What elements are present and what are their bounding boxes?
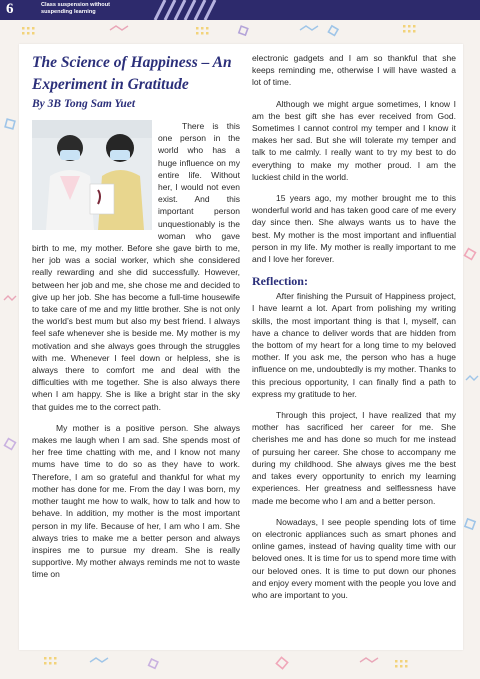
mother-daughter-photo: [32, 120, 152, 230]
reflection-paragraph-3: Nowadays, I see people spending lots of time on electronic appliances such as smart phones and online games, instead of having quality time with our beloved ones. It is time for us to spend more time with our beloved ones. It is time to put down our phones and enjoy every moment with the people you love and who are important to you.: [252, 516, 456, 600]
header-stripes: [150, 0, 230, 20]
right-column: [252, 52, 456, 610]
reflection-heading: Reflection:: [252, 274, 308, 289]
paragraph-right-2: Although we might argue sometimes, I know I am the best gift she has ever received from God. Sometimes I cannot control my temper and I know it makes her sad. But she will tolerate my temper and talk to me calmly. I really want to try my best to do everything to make my mother proud. I am the luckiest child in the world.: [252, 98, 456, 182]
left-column: [32, 52, 240, 590]
section-tag: [41, 2, 110, 15]
reflection-paragraph-2: Through this project, I have realized that my mother has sacrificed her career for me. She cherishes me and has done so much for me instead of pursuing her career. She chose to accompany me during my childhood. She always gives me the best and takes every opportunity to enrich my learning experiences. Her greatness and selflessness have made me become who I am and a better person.: [252, 410, 456, 506]
reflection-paragraph-1: After finishing the Pursuit of Happiness project, I have learnt a lot. Apart from polishing my writing skills, the most important thing is that I, myself, can have a chance to deliver words that are hidden from the bottom of my heart for a long time to my beloved mother. If you ask me, the person who has a huge influence on me, undoubtedly is my mother. Thanks to this precious opportunity, I can finally find a path to express my gratitude to her.: [252, 291, 456, 399]
section-tag-line1: Class suspension without: [41, 2, 110, 8]
article-byline: By 3B Tong Sam Yuet: [32, 98, 136, 110]
paragraph-right-1: electronic gadgets and I am so thankful that she keeps reminding me, otherwise I will have wasted a lot of time.: [252, 53, 456, 88]
article-title: The Science of Happiness – An Experiment in Gratitude: [32, 54, 232, 93]
paragraph-left-1: There is this one person in the world who has a huge influence on my entire life. Without her, I would not even exist. And this important person unquestionably is the woman who gave birth to me, my mother. Before she gave birth to me, her job was a social worker, which she considered really rewarding and she did successfully. However, between her job and me, she chose me and decided to give up her job. She has become a full-time housewife to take care of me and my little brother. She is not only the world’s best mum but also my best friend. I always feel safe whenever she is beside me. My mother is my motivation and she always goes through the struggles with me. Whenever I feel down or helpless, she is always there to comfort me and deal with the difficulties with me together. She is also always there when I am happy. She is like a bright star in the sky that guides me to the correct path.: [32, 121, 240, 412]
section-tag-line2: suspending learning: [41, 8, 96, 15]
paragraph-right-3: 15 years ago, my mother brought me to this wonderful world and has taken good care of me every day since then. She always wants us to have the best. My mother is the most important and influential person in my life. My mother is really important to me and I love her forever.: [252, 193, 456, 265]
paragraph-left-2: My mother is a positive person. She always makes me laugh when I am sad. She spends most of her free time chatting with me, and I know not many mums have time to do so as they have to work. Therefore, I am so grateful and thankful for what my mother has done for me. From the day I was born, my mother taught me how to walk, how to talk and how to behave. In addition, my mother is the most important person in my life. Because of her, I am who I am. She always tries to make me a better person and always inspires me to pursue my dream. She is really supportive. My mother always reminds me not to waste time on: [32, 422, 240, 580]
page-number: 6: [6, 1, 14, 17]
